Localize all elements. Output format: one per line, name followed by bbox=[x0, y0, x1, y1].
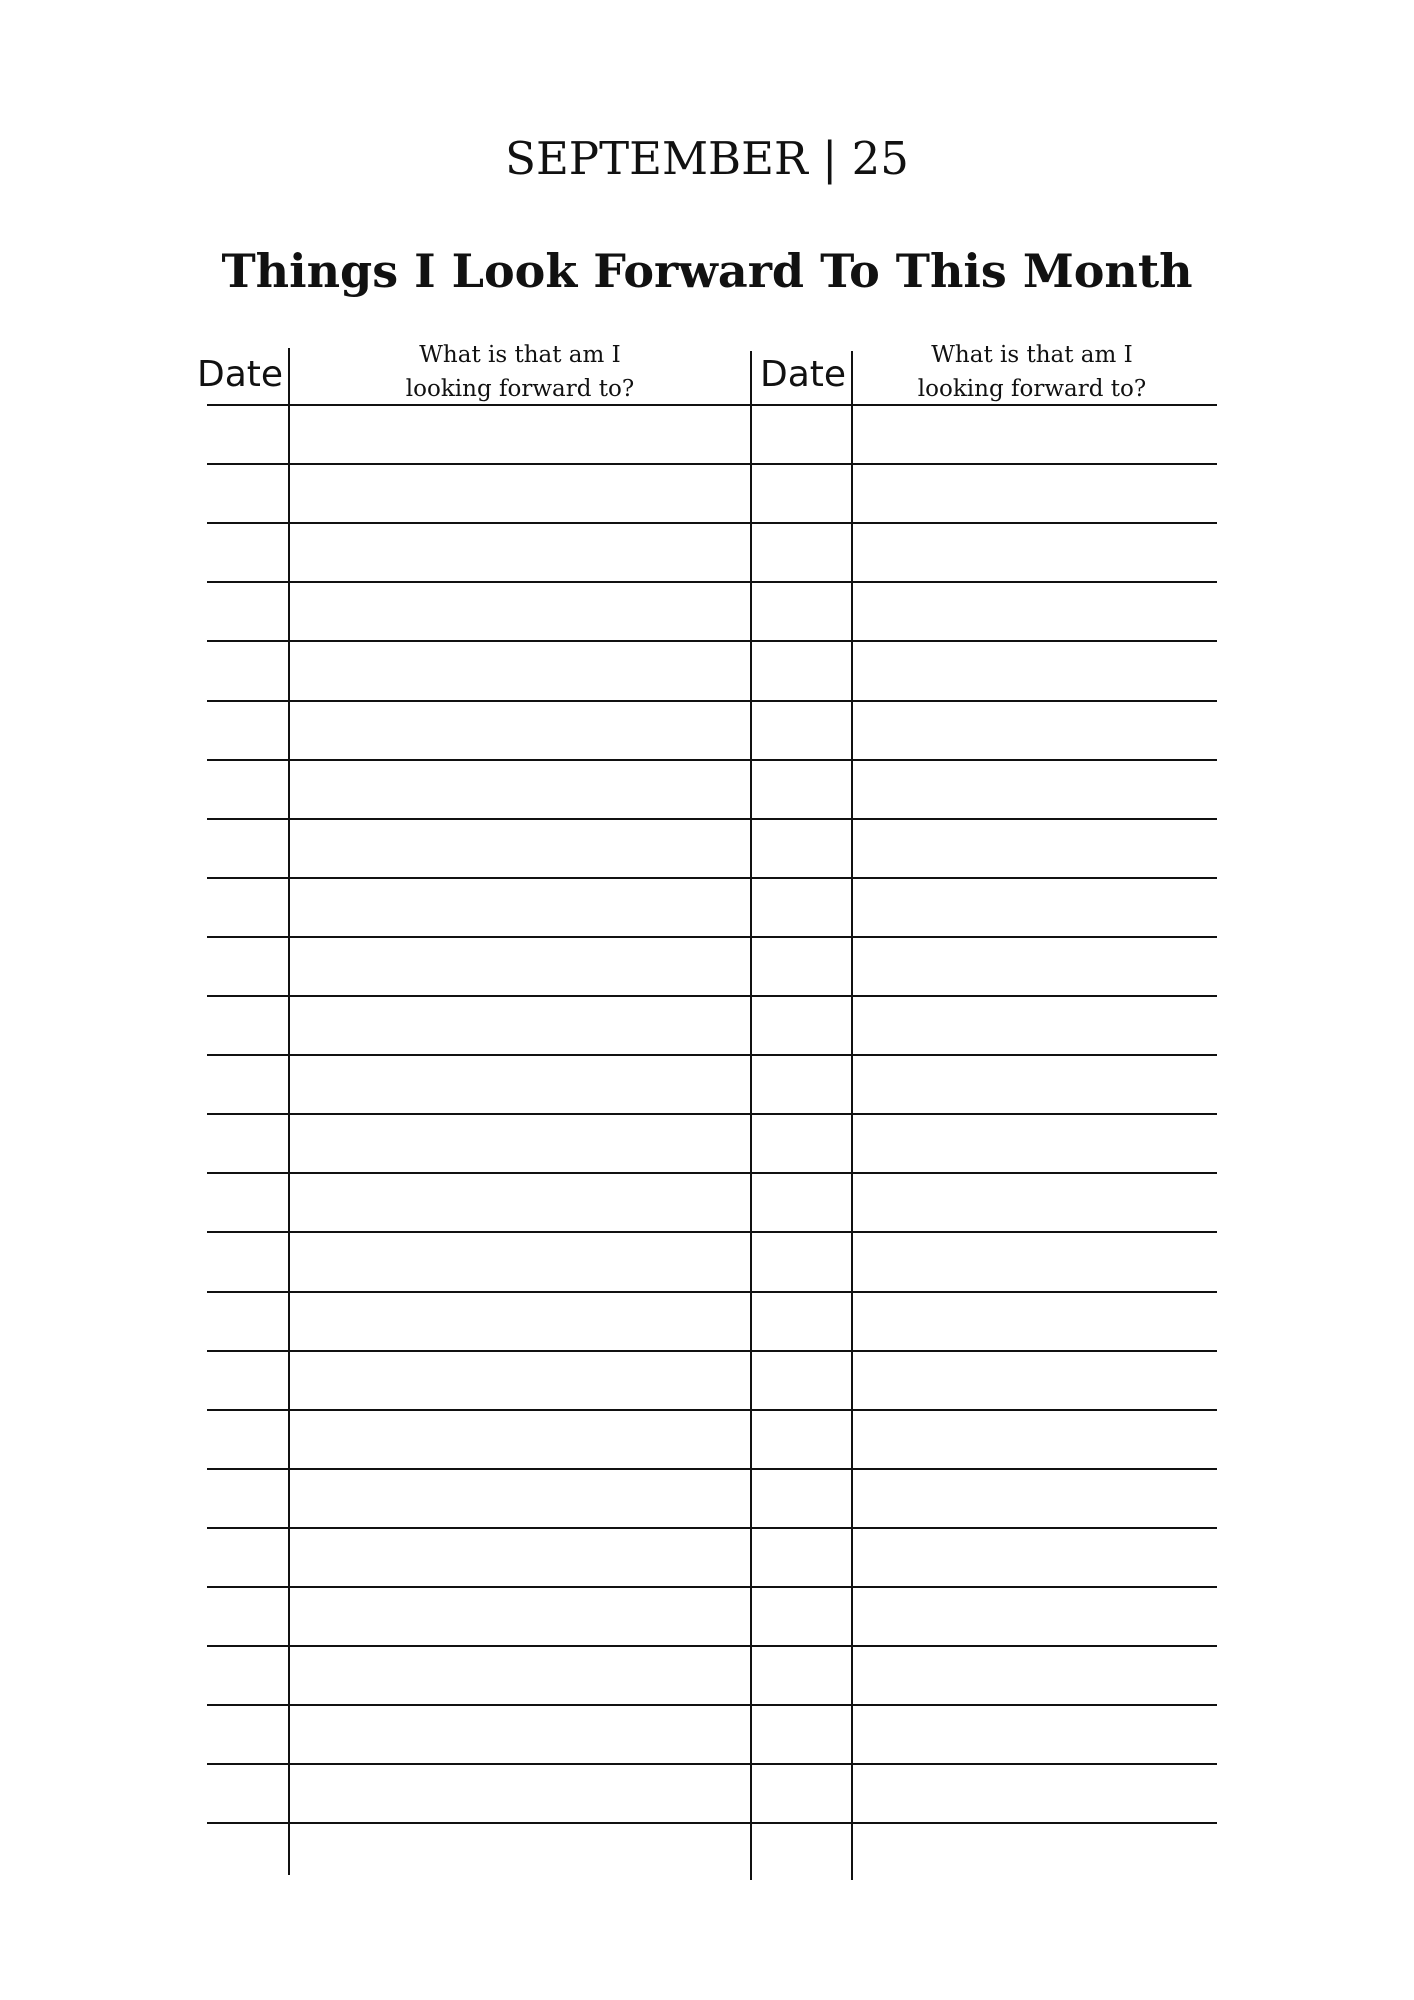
row-rule bbox=[207, 1645, 1217, 1647]
row-rule bbox=[207, 1054, 1217, 1056]
date-column-header-left: Date bbox=[197, 354, 284, 395]
what-column-header-left bbox=[290, 338, 750, 406]
row-rule bbox=[207, 581, 1217, 583]
what-column-header-right bbox=[852, 338, 1212, 406]
row-rule bbox=[207, 1409, 1217, 1411]
row-rule bbox=[207, 640, 1217, 642]
row-rule bbox=[207, 1586, 1217, 1588]
month-heading: SEPTEMBER | 25 bbox=[505, 132, 909, 185]
row-rule bbox=[207, 1113, 1217, 1115]
row-rule bbox=[207, 522, 1217, 524]
row-rule bbox=[207, 463, 1217, 465]
row-rule bbox=[207, 700, 1217, 702]
row-rule bbox=[207, 1527, 1217, 1529]
row-rule bbox=[207, 1291, 1217, 1293]
page-title: Things I Look Forward To This Month bbox=[221, 244, 1193, 298]
what-header-line2: looking forward to? bbox=[917, 376, 1147, 402]
row-rule bbox=[207, 759, 1217, 761]
row-rule bbox=[207, 936, 1217, 938]
row-rule bbox=[207, 1350, 1217, 1352]
row-rule bbox=[207, 995, 1217, 997]
column-divider bbox=[750, 351, 752, 1880]
row-rule bbox=[207, 1822, 1217, 1824]
what-header-line2: looking forward to? bbox=[405, 376, 635, 402]
row-rule bbox=[207, 1468, 1217, 1470]
row-rule bbox=[207, 1763, 1217, 1765]
row-rule bbox=[207, 1704, 1217, 1706]
row-rule bbox=[207, 404, 1217, 406]
row-rule bbox=[207, 1172, 1217, 1174]
row-rule bbox=[207, 818, 1217, 820]
column-divider bbox=[288, 348, 290, 1875]
row-rule bbox=[207, 1231, 1217, 1233]
row-rule bbox=[207, 877, 1217, 879]
column-divider bbox=[851, 351, 853, 1880]
what-header-line1: What is that am I bbox=[931, 342, 1133, 368]
date-column-header-right: Date bbox=[760, 354, 847, 395]
what-header-line1: What is that am I bbox=[419, 342, 621, 368]
